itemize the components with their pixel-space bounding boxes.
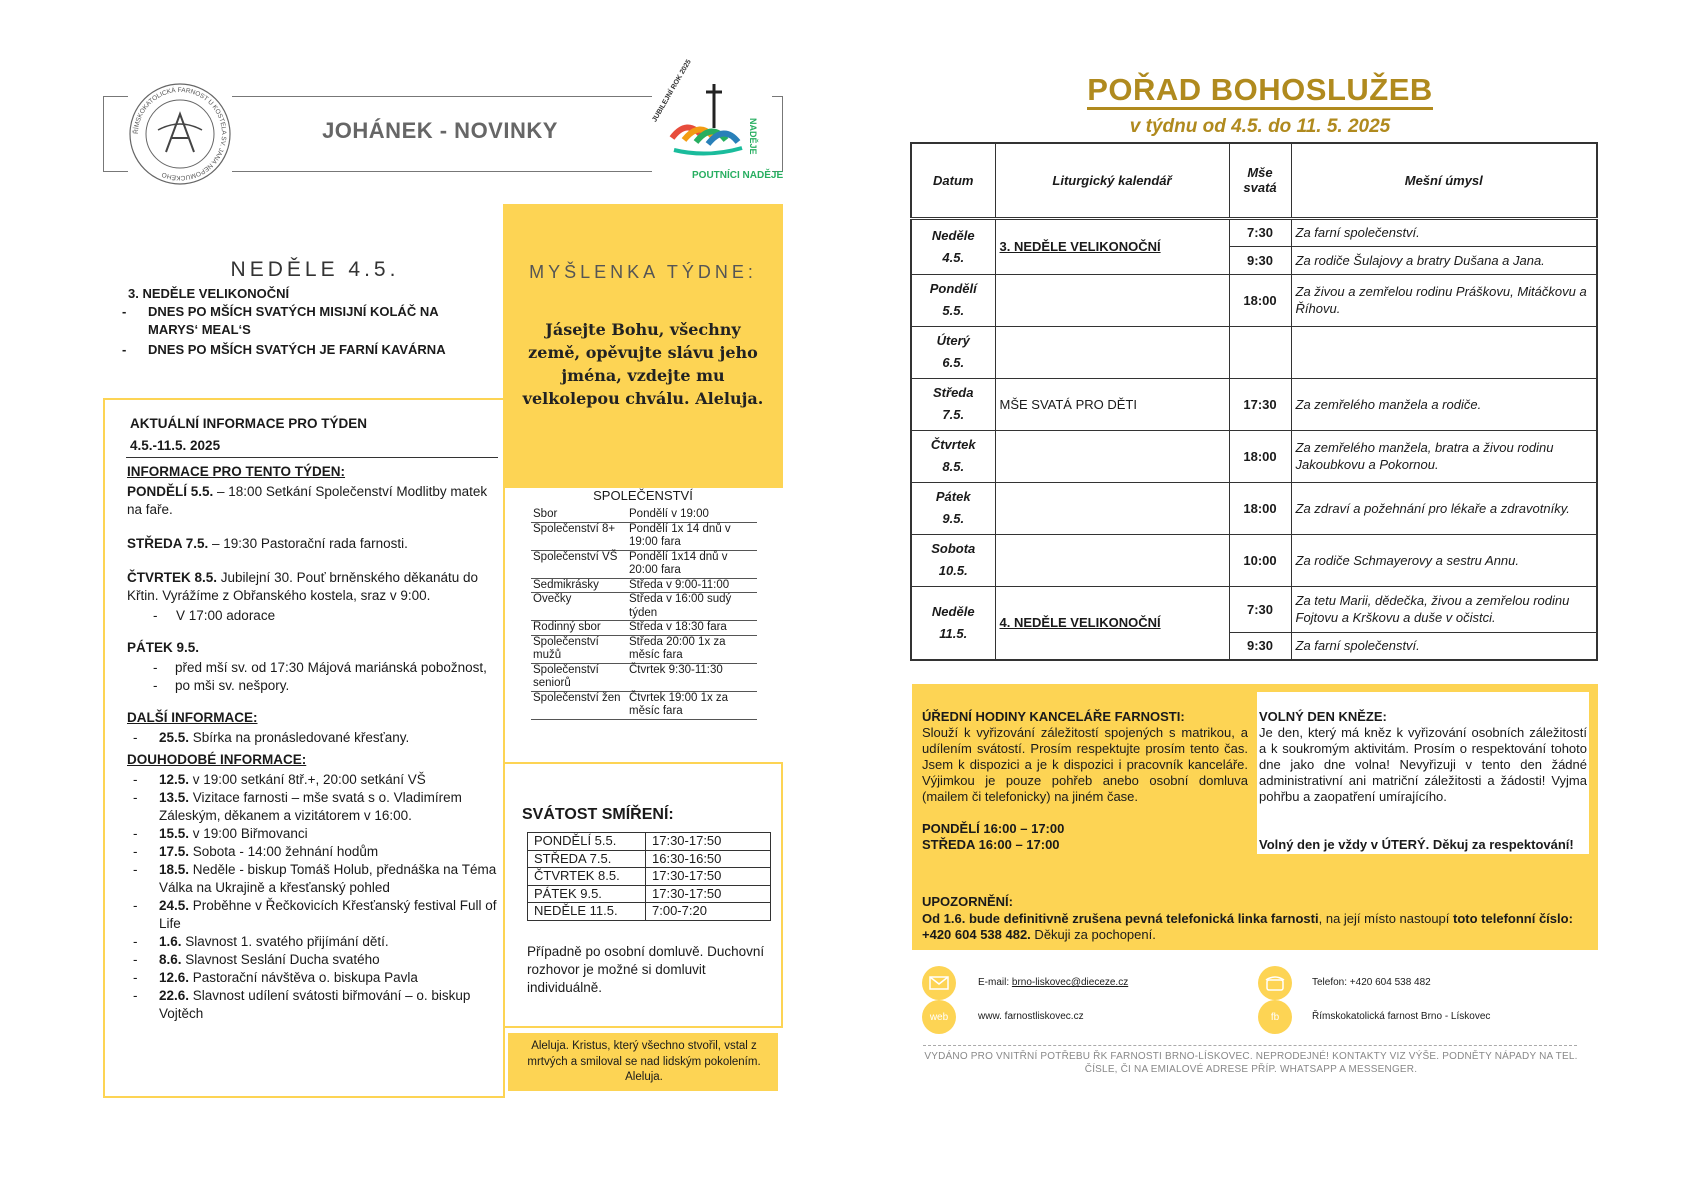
mass-time: 18:00 xyxy=(1229,482,1291,534)
table-row xyxy=(531,663,757,691)
list-item: - 12.5. v 19:00 setkání 8tř.+, 20:00 setkání VŠ xyxy=(127,771,497,789)
schedule-row xyxy=(911,274,1597,326)
table-row xyxy=(531,578,757,593)
table-cell: Středa v 9:00-11:00 xyxy=(627,578,757,593)
sunday-list xyxy=(122,303,462,361)
list-item: - po mši sv. nešpory. xyxy=(127,677,497,695)
table-cell: ČTVRTEK 8.5. xyxy=(528,868,646,886)
list-item: - DNES PO MŠÍCH SVATÝCH JE FARNÍ KAVÁRNA xyxy=(122,341,462,359)
list-item: - 8.6. Slavnost Seslání Ducha svatého xyxy=(127,951,497,969)
mail-icon xyxy=(922,966,956,1000)
table-row xyxy=(528,903,771,921)
table-row xyxy=(531,691,757,719)
table-row xyxy=(528,885,771,903)
table-row xyxy=(531,508,757,522)
web-link[interactable]: www. farnostliskovec.cz xyxy=(978,1011,1084,1022)
confession-table xyxy=(527,832,771,921)
list-item: - DNES PO MŠÍCH SVATÝCH MISIJNÍ KOLÁČ NA MARYS‘ MEAL‘S xyxy=(122,303,462,339)
table-cell: Společenství 8+ xyxy=(531,522,627,550)
table-cell: Společenství žen xyxy=(531,691,627,719)
date-cell: Pondělí 5.5. xyxy=(911,274,995,326)
mass-intention: Za zdraví a požehnání pro lékaře a zdravotníky. xyxy=(1291,482,1597,534)
table-row xyxy=(531,550,757,578)
info-friday: PÁTEK 9.5. xyxy=(127,640,200,655)
table-cell: Společenství seniorů xyxy=(531,663,627,691)
table-cell: Sedmikrásky xyxy=(531,578,627,593)
list-item: - 15.5. v 19:00 Biřmovanci xyxy=(127,825,497,843)
facebook-icon: fb xyxy=(1258,1000,1292,1034)
svg-text:NADĚJE: NADĚJE xyxy=(748,118,758,155)
svg-text:POUTNÍCI NADĚJE: POUTNÍCI NADĚJE xyxy=(692,170,784,181)
quote-text: Aleluja. Kristus, který všechno stvořil, vstal z mrtvých a smiloval se nad lidským pokolením. Aleluja. xyxy=(527,1040,761,1083)
mass-intention: Za rodiče Schmayerovy a sestru Annu. xyxy=(1291,534,1597,586)
table-cell: 17:30-17:50 xyxy=(646,885,771,903)
parish-logo xyxy=(128,82,232,186)
divider xyxy=(923,1045,1577,1046)
newsletter-title: JOHÁNEK - NOVINKY xyxy=(290,118,590,144)
email-link[interactable]: brno-liskovec@dieceze.cz xyxy=(1011,977,1129,988)
table-row xyxy=(528,833,771,851)
mass-time: 9:30 xyxy=(1229,632,1291,660)
list-item: - 22.6. Slavnost udílení svátosti biřmování – o. biskup Vojtěch xyxy=(127,987,497,1023)
table-row xyxy=(528,868,771,886)
table-cell: Rodinný sbor xyxy=(531,621,627,636)
info-monday: PONDĚLÍ 5.5. – 18:00 Setkání Společenství Modlitby matek na faře. xyxy=(127,484,488,517)
table-cell: 7:00-7:20 xyxy=(646,903,771,921)
free-day: VOLNÝ DEN KNĚZE: Je den, který má kněz k vyřizování osobních záležitostí a k soukromým aktivitám. Prosím o respektování tohoto dne jako dne volna! Nevyřizuji v tento den žádné administrativní ani matriční záležitosti a žádosti! Vyjma pohřbu a zaopatření umírajícího. Volný den je vždy v ÚTERÝ. Děkuj za respektování! xyxy=(1259,709,1587,852)
table-cell: NEDĚLE 11.5. xyxy=(528,903,646,921)
date-cell: Úterý 6.5. xyxy=(911,326,995,378)
table-cell: Středa v 18:30 fara xyxy=(627,621,757,636)
mass-intention: Za zemřelého manžela a rodiče. xyxy=(1291,378,1597,430)
phone-icon xyxy=(1258,966,1292,1000)
col-header: Mešní úmysl xyxy=(1291,143,1597,218)
table-row xyxy=(531,635,757,663)
mass-intention xyxy=(1291,326,1597,378)
date-cell: Sobota 10.5. xyxy=(911,534,995,586)
mass-intention: Za farní společenství. xyxy=(1291,218,1597,246)
list-item: - před mší sv. od 17:30 Májová mariánská pobožnost, xyxy=(127,659,497,677)
liturgy-cell: MŠE SVATÁ PRO DĚTI xyxy=(995,378,1229,430)
liturgy-cell xyxy=(995,534,1229,586)
info-wednesday: STŘEDA 7.5. – 19:30 Pastorační rada farnosti. xyxy=(127,536,408,551)
date-cell: Neděle 11.5. xyxy=(911,586,995,660)
schedule-subtitle: v týdnu od 4.5. do 11. 5. 2025 xyxy=(1129,116,1391,137)
list-item: - 17.5. Sobota - 14:00 žehnání hodům xyxy=(127,843,497,861)
thought-title: MYŠLENKA TÝDNE: xyxy=(529,262,757,282)
community-title: SPOLEČENSTVÍ xyxy=(593,488,693,503)
table-cell: Společenství mužů xyxy=(531,635,627,663)
web-icon: web xyxy=(922,1000,956,1034)
divider xyxy=(126,457,498,458)
table-cell: Ovečky xyxy=(531,593,627,621)
schedule-table xyxy=(910,142,1598,661)
section-title: INFORMACE PRO TENTO TÝDEN: xyxy=(127,464,346,479)
sunday-title: NEDĚLE 4.5. xyxy=(230,258,400,281)
table-cell: Společenství VŠ xyxy=(531,550,627,578)
table-cell: Čtvrtek 9:30-11:30 xyxy=(627,663,757,691)
mass-time: 7:30 xyxy=(1229,586,1291,632)
mass-intention: Za živou a zemřelou rodinu Práškovu, Mitáčkovu a Říhovu. xyxy=(1291,274,1597,326)
liturgy-cell: 3. NEDĚLE VELIKONOČNÍ xyxy=(995,218,1229,274)
thought-text: Jásejte Bohu, všechny země, opěvujte slávu jeho jména, vzdejte mu velkolepou chválu. Aleluja. xyxy=(522,320,764,408)
table-cell: PONDĚLÍ 5.5. xyxy=(528,833,646,851)
list-item: - 12.6. Pastorační návštěva o. biskupa Pavla xyxy=(127,969,497,987)
col-header: Mše svatá xyxy=(1229,143,1291,218)
table-cell: Středa v 16:00 sudý týden xyxy=(627,593,757,621)
mass-intention: Za zemřelého manžela, bratra a živou rodinu Jakoubkovu a Pokornou. xyxy=(1291,430,1597,482)
info-thursday: ČTVRTEK 8.5. Jubilejní 30. Pouť brněnského děkanátu do Křtin. Vyrážíme z Obřanského kostela, sraz v 9:00. xyxy=(127,570,479,603)
mass-time: 7:30 xyxy=(1229,218,1291,246)
table-cell: Středa 20:00 1x za měsíc fara xyxy=(627,635,757,663)
mass-time: 10:00 xyxy=(1229,534,1291,586)
mass-time: 18:00 xyxy=(1229,430,1291,482)
table-cell: Pondělí v 19:00 xyxy=(627,508,757,522)
schedule-row xyxy=(911,534,1597,586)
schedule-row xyxy=(911,218,1597,246)
mass-time: 17:30 xyxy=(1229,378,1291,430)
table-cell: 17:30-17:50 xyxy=(646,868,771,886)
schedule-row xyxy=(911,326,1597,378)
warning: UPOZORNĚNÍ: Od 1.6. bude definitivně zrušena pevná telefonická linka farnosti, na její místo nastoupí toto telefonní číslo: +420 604 538 482. Děkuji za pochopení. xyxy=(922,894,1573,942)
section-title: DOUHODOBÉ INFORMACE: xyxy=(127,752,307,767)
list-item: - 24.5. Proběhne v Řečkovicích Křesťanský festival Full of Life xyxy=(127,897,497,933)
list-item: - 18.5. Neděle - biskup Tomáš Holub, přednáška na Téma Válka na Ukrajině a křesťanský pohled xyxy=(127,861,497,897)
table-cell: Čtvrtek 19:00 1x za měsíc fara xyxy=(627,691,757,719)
list-item: - 25.5. Sbírka na pronásledované křesťany. xyxy=(127,729,497,747)
table-cell: 17:30-17:50 xyxy=(646,833,771,851)
mass-intention: Za tetu Marii, dědečka, živou a zemřelou rodinu Fojtovu a Krškovu a duše v očistci. xyxy=(1291,586,1597,632)
table-row xyxy=(528,850,771,868)
mass-time: 9:30 xyxy=(1229,246,1291,274)
date-cell: Čtvrtek 8.5. xyxy=(911,430,995,482)
community-table xyxy=(531,508,757,720)
table-cell: Pondělí 1x 14 dnů v 19:00 fara xyxy=(627,522,757,550)
table-row xyxy=(531,621,757,636)
phone-text: Telefon: +420 604 538 482 xyxy=(1312,977,1431,988)
long-term-list xyxy=(127,771,497,1023)
col-header: Liturgický kalendář xyxy=(995,143,1229,218)
liturgy-cell xyxy=(995,482,1229,534)
mass-intention: Za farní společenství. xyxy=(1291,632,1597,660)
table-cell: PÁTEK 9.5. xyxy=(528,885,646,903)
mass-intention: Za rodiče Šulajovy a bratry Dušana a Jana. xyxy=(1291,246,1597,274)
list-item: - V 17:00 adorace xyxy=(127,607,497,625)
confession-title: SVÁTOST SMÍŘENÍ: xyxy=(522,806,674,823)
mass-time xyxy=(1229,326,1291,378)
date-cell: Středa 7.5. xyxy=(911,378,995,430)
schedule-row xyxy=(911,430,1597,482)
section-title: DALŠÍ INFORMACE: xyxy=(127,710,258,725)
date-cell: Neděle 4.5. xyxy=(911,218,995,274)
schedule-row xyxy=(911,378,1597,430)
mass-time: 18:00 xyxy=(1229,274,1291,326)
liturgy-cell: 4. NEDĚLE VELIKONOČNÍ xyxy=(995,586,1229,660)
table-row xyxy=(531,593,757,621)
table-row xyxy=(531,522,757,550)
schedule-row xyxy=(911,482,1597,534)
table-cell: Sbor xyxy=(531,508,627,522)
date-cell: Pátek 9.5. xyxy=(911,482,995,534)
jubilee-logo xyxy=(651,58,784,188)
office-hours: ÚŘEDNÍ HODINY KANCELÁŘE FARNOSTI: Slouží k vyřizování záležitostí spojených s matrikou, a udílením svátostí. Prosím respektujte prosím tento čas. Jsem k dispozici a je k dispozici i pracovník kanceláře. Výjimkou je pouze pohřeb anebo osobní domluva (mailem či telefonicky) na jiném čase. PONDĚLÍ 16:00 – 17:00 STŘEDA 16:00 – 17:00 xyxy=(922,709,1248,852)
facebook-link[interactable]: Římskokatolická farnost Brno - Lískovec xyxy=(1312,1011,1491,1022)
info-content xyxy=(127,463,497,1037)
info-range: 4.5.-11.5. 2025 xyxy=(130,438,221,453)
schedule-title: POŘAD BOHOSLUŽEB xyxy=(910,72,1610,108)
schedule-row xyxy=(911,586,1597,632)
email-text: E-mail: brno-liskovec@dieceze.cz xyxy=(978,977,1129,988)
list-item: - 1.6. Slavnost 1. svatého přijímání dětí. xyxy=(127,933,497,951)
svg-text:ŘÍMSKOKATOLICKÁ FARNOST U KOST: ŘÍMSKOKATOLICKÁ FARNOST U KOSTELA SV. JANA NEPOMUCKÉHO xyxy=(132,86,228,182)
table-cell: 16:30-16:50 xyxy=(646,850,771,868)
table-cell: STŘEDA 7.5. xyxy=(528,850,646,868)
col-header: Datum xyxy=(911,143,995,218)
sunday-name: 3. NEDĚLE VELIKONOČNÍ xyxy=(128,286,290,301)
footer-note: VYDÁNO PRO VNITŘNÍ POTŘEBU ŘK FARNOSTI BRNO-LÍSKOVEC. NEPRODEJNÉ! KONTAKTY VIZ VÝŠE. PODNĚTY NÁPADY NA TEL. ČÍSLE, ČI NA EMIALOVÉ ADRESE PŘÍP. WHATSAPP A MESSENGER. xyxy=(924,1051,1578,1075)
svg-text:JUBILEJNÍ ROK 2025: JUBILEJNÍ ROK 2025 xyxy=(651,58,693,124)
liturgy-cell xyxy=(995,430,1229,482)
table-cell: Pondělí 1x14 dnů v 20:00 fara xyxy=(627,550,757,578)
liturgy-cell xyxy=(995,274,1229,326)
liturgy-cell xyxy=(995,326,1229,378)
confession-note: Případně po osobní domluvě. Duchovní rozhovor je možné si domluvit individuálně. xyxy=(527,944,765,995)
info-heading: AKTUÁLNÍ INFORMACE PRO TÝDEN xyxy=(130,416,367,431)
list-item: - 13.5. Vizitace farnosti – mše svatá s o. Vladimírem Záleským, děkanem a vizitátorem v 16:00. xyxy=(127,789,497,825)
